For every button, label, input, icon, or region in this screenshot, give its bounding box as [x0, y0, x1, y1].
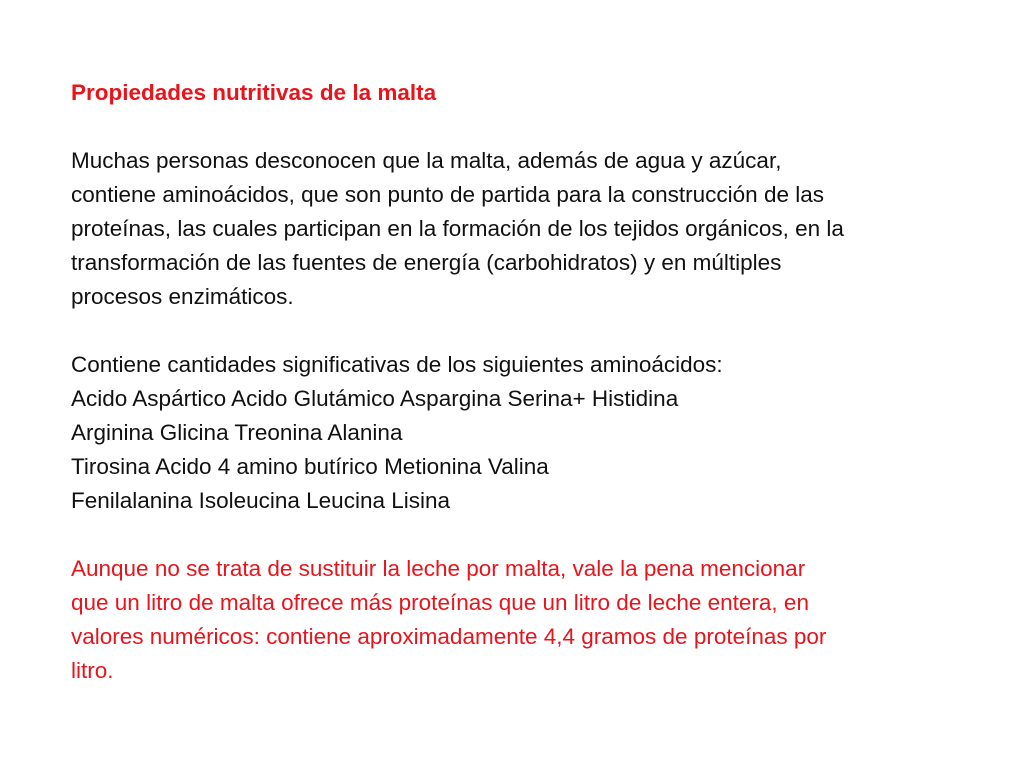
spacer	[71, 314, 971, 348]
amino-acids-heading: Contiene cantidades significativas de los siguientes aminoácidos:	[71, 352, 723, 377]
amino-acids-line: Tirosina Acido 4 amino butírico Metionina Valina	[71, 454, 549, 479]
protein-note-line: que un litro de malta ofrece más proteínas que un litro de leche entera, en	[71, 590, 809, 615]
intro-paragraph	[71, 144, 971, 314]
protein-note-line: valores numéricos: contiene aproximadamente 4,4 gramos de proteínas por	[71, 624, 827, 649]
slide-content	[71, 76, 971, 688]
intro-line: proteínas, las cuales participan en la formación de los tejidos orgánicos, en la	[71, 216, 844, 241]
amino-acids-line: Arginina Glicina Treonina Alanina	[71, 420, 403, 445]
spacer	[71, 518, 971, 552]
intro-line: procesos enzimáticos.	[71, 284, 294, 309]
amino-acids-paragraph	[71, 348, 971, 518]
intro-line: Muchas personas desconocen que la malta, además de agua y azúcar,	[71, 148, 782, 173]
spacer	[71, 110, 971, 144]
intro-line: contiene aminoácidos, que son punto de partida para la construcción de las	[71, 182, 824, 207]
protein-note-line: Aunque no se trata de sustituir la leche por malta, vale la pena mencionar	[71, 556, 806, 581]
protein-note-paragraph	[71, 552, 971, 688]
intro-line: transformación de las fuentes de energía (carbohidratos) y en múltiples	[71, 250, 782, 275]
protein-note-line: litro.	[71, 658, 114, 683]
slide-title: Propiedades nutritivas de la malta	[71, 80, 437, 105]
amino-acids-line: Acido Aspártico Acido Glutámico Aspargina Serina+ Histidina	[71, 386, 679, 411]
amino-acids-line: Fenilalanina Isoleucina Leucina Lisina	[71, 488, 451, 513]
